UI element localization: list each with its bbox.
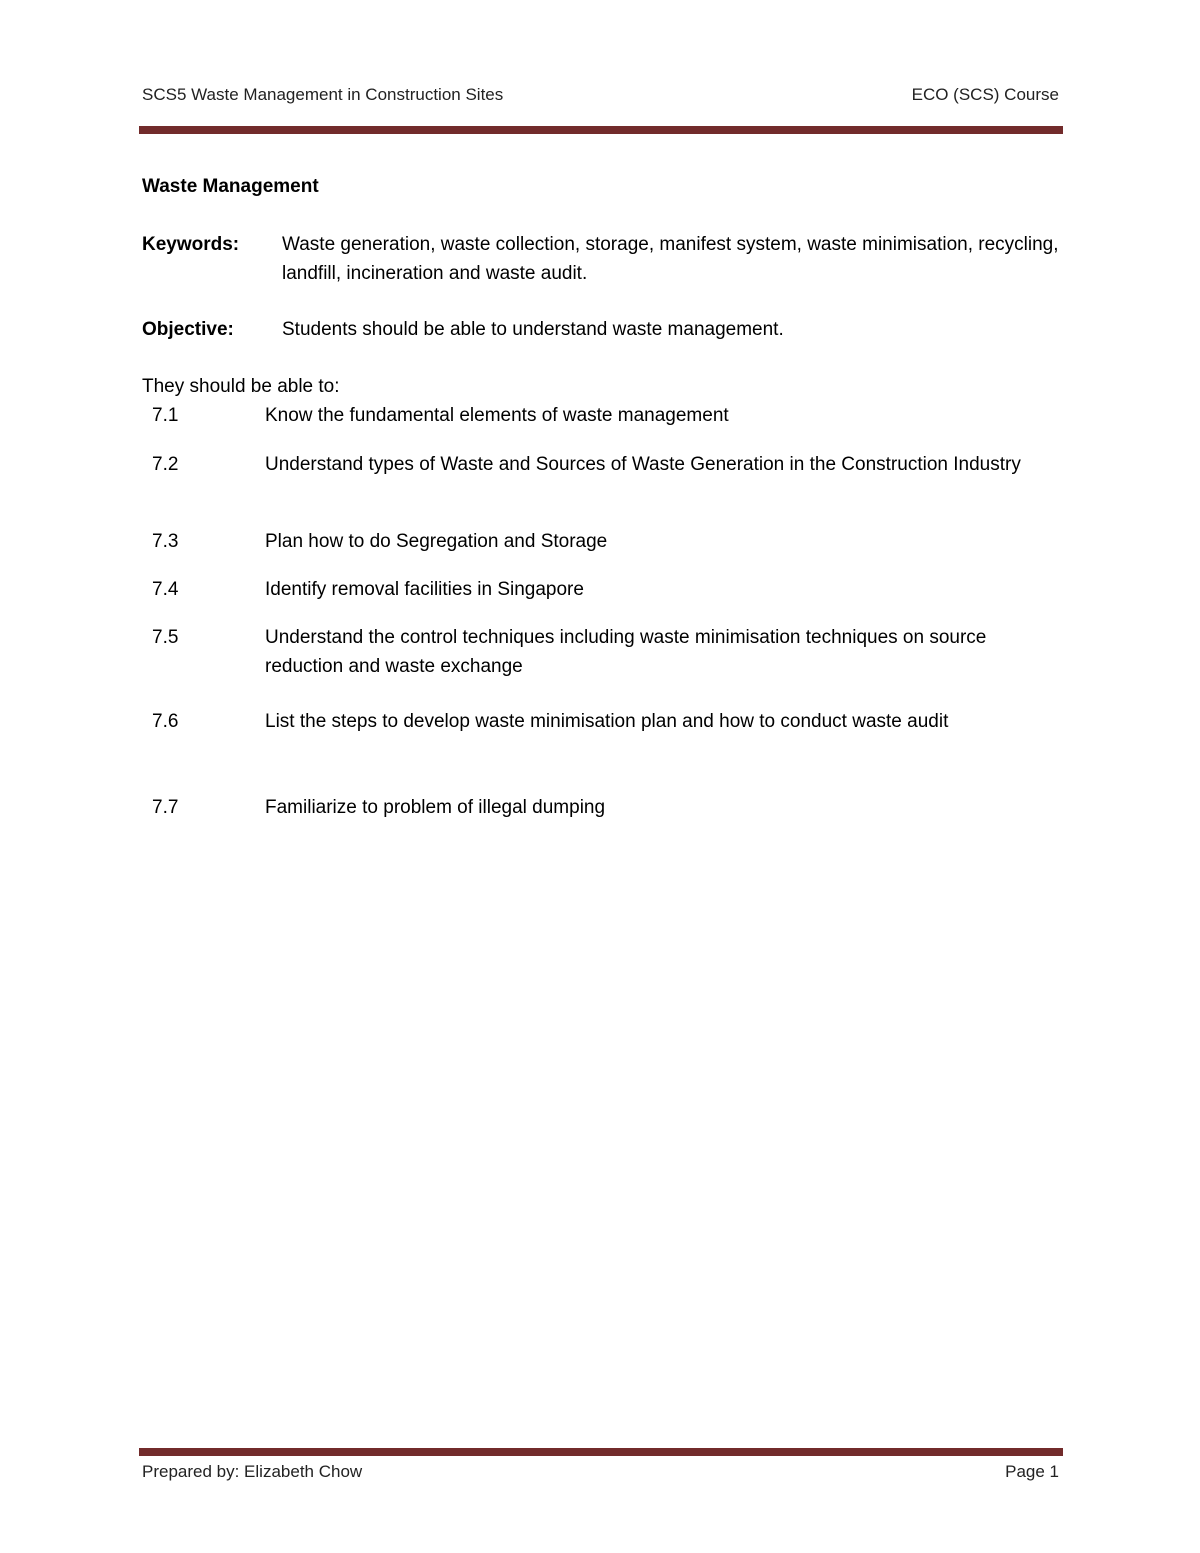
objective-text: Identify removal facilities in Singapore xyxy=(265,579,584,600)
objective-text: Know the fundamental elements of waste management xyxy=(265,405,729,426)
objective-number: 7.6 xyxy=(152,711,179,732)
footer-divider xyxy=(139,1448,1063,1456)
keywords-text: Waste generation, waste collection, storage, manifest system, waste minimisation, recycling, landfill, incineration and waste audit. xyxy=(282,234,1059,284)
footer-author: Prepared by: Elizabeth Chow xyxy=(142,1462,363,1481)
objective-number: 7.5 xyxy=(152,627,179,648)
keywords-label: Keywords: xyxy=(142,234,240,255)
header-divider xyxy=(139,126,1063,134)
objective-text: Understand types of Waste and Sources of Waste Generation in the Construction Industry xyxy=(265,454,1021,475)
page-title: Waste Management xyxy=(142,176,319,197)
objective-number: 7.1 xyxy=(152,405,179,426)
objective-number: 7.4 xyxy=(152,579,179,600)
objectives-lead: They should be able to: xyxy=(142,376,340,397)
header-course-title: SCS5 Waste Management in Construction Sites xyxy=(142,85,504,104)
objective-number: 7.3 xyxy=(152,531,179,552)
objective-text: Plan how to do Segregation and Storage xyxy=(265,531,608,552)
objective-text: Familiarize to problem of illegal dumping xyxy=(265,797,606,818)
header-course-name: ECO (SCS) Course xyxy=(911,85,1059,104)
objective-text: Students should be able to understand waste management. xyxy=(282,319,784,340)
objective-text: List the steps to develop waste minimisation plan and how to conduct waste audit xyxy=(265,711,949,732)
objective-text: Understand the control techniques including waste minimisation techniques on source reduction and waste exchange xyxy=(265,627,987,677)
page-number: Page 1 xyxy=(1005,1462,1059,1481)
objective-number: 7.2 xyxy=(152,454,179,475)
objective-label: Objective: xyxy=(142,319,234,340)
objective-number: 7.7 xyxy=(152,797,179,818)
